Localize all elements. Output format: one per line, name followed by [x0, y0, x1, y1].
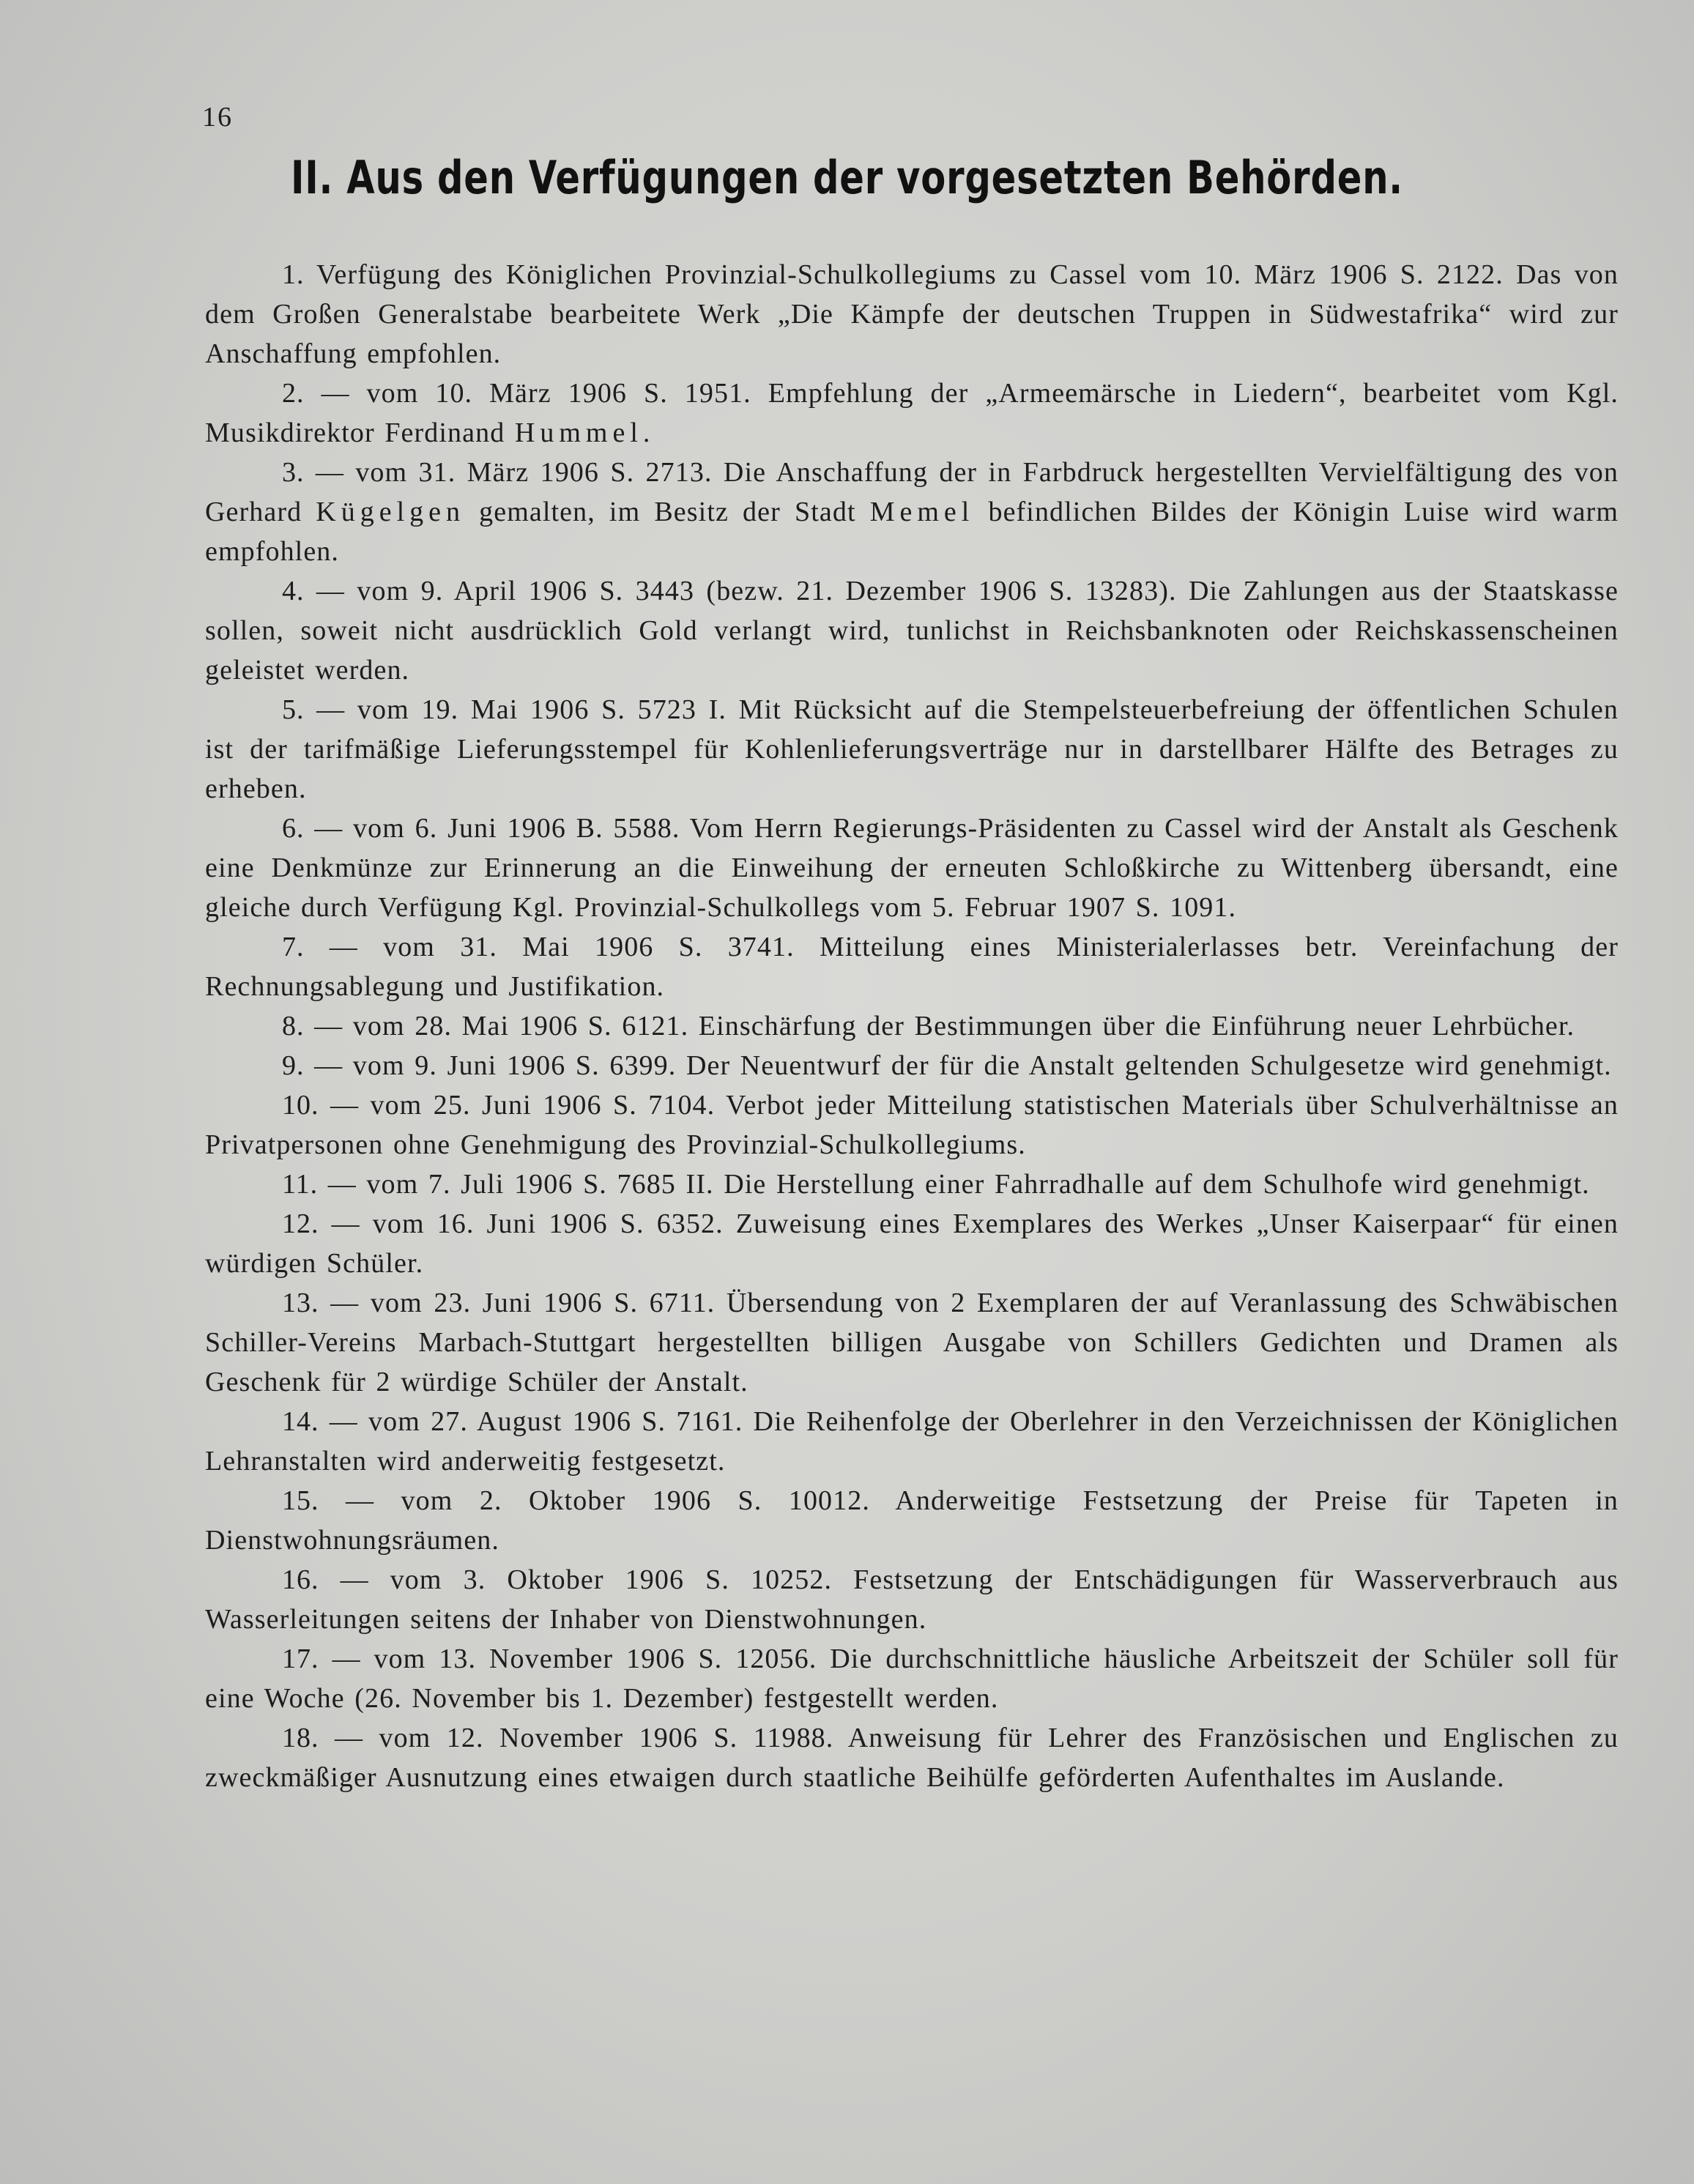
entry-text: — vom 16. Juni 1906 S. 6352. Zuweisung eines Exemplares des Werkes „Unser Kaiserpaar“ für einen würdigen Schüler. [205, 1208, 1619, 1279]
entry-number: 8. [282, 1011, 305, 1041]
entry-number: 5. [282, 694, 305, 725]
decree-entry-3 [205, 453, 1619, 571]
entry-number: 6. [282, 813, 305, 844]
entry-text: — vom 31. Mai 1906 S. 3741. Mitteilung eines Ministerialerlasses betr. Vereinfachung der Rechnungsablegung und Justifikation. [205, 932, 1619, 1002]
entry-number: 3. [282, 457, 305, 488]
spaced-name: Hummel [514, 417, 643, 448]
decree-entry-13 [205, 1283, 1619, 1402]
page-number: 16 [202, 102, 233, 133]
entry-number: 16. [282, 1564, 319, 1595]
entry-text: — vom 19. Mai 1906 S. 5723 I. Mit Rücksicht auf die Stempelsteuerbefreiung der öffentlichen Schulen ist der tarifmäßige Lieferungsstempel für Kohlenlieferungsverträge nur in darstellbarer Hälfte des Betrages zu erheben. [205, 694, 1619, 804]
entry-number: 14. [282, 1406, 319, 1437]
entry-number: 13. [282, 1288, 319, 1318]
decree-entry-11 [205, 1165, 1619, 1204]
decree-list [205, 255, 1619, 1797]
entry-number: 1. [282, 259, 305, 290]
entry-number: 2. [282, 378, 305, 409]
decree-entry-14 [205, 1402, 1619, 1481]
entry-text: — vom 3. Oktober 1906 S. 10252. Festsetzung der Entschädigungen für Wasserverbrauch aus Wasserleitungen seitens der Inhaber von Dienstwohnungen. [205, 1564, 1619, 1635]
entry-number: 17. [282, 1643, 319, 1674]
decree-entry-5 [205, 690, 1619, 809]
entry-text: — vom 2. Oktober 1906 S. 10012. Anderweitige Festsetzung der Preise für Tapeten in Dienstwohnungsräumen. [205, 1485, 1619, 1556]
decree-entry-4 [205, 571, 1619, 690]
entry-text: . [642, 417, 651, 448]
entry-text: — vom 23. Juni 1906 S. 6711. Übersendung von 2 Exemplaren der auf Veranlassung des Schwäbischen Schiller-Vereins Marbach-Stuttgart hergestellten billigen Ausgabe von Schillers Gedichten und Dramen als Geschenk für 2 würdige Schüler der Anstalt. [205, 1288, 1619, 1397]
decree-entry-17 [205, 1639, 1619, 1718]
entry-text: — vom 31. März 1906 S. 2713. Die Anschaffung der in Farbdruck hergestellten Vervielfältigung des von Gerhard [205, 457, 1619, 527]
entry-number: 7. [282, 932, 305, 962]
decree-entry-6 [205, 809, 1619, 927]
entry-text: gemalten, im Besitz der Stadt [465, 497, 870, 527]
entry-number: 11. [282, 1169, 319, 1200]
entry-number: 12. [282, 1208, 319, 1239]
entry-text: — vom 7. Juli 1906 S. 7685 II. Die Herstellung einer Fahrradhalle auf dem Schulhofe wird genehmigt. [327, 1169, 1590, 1200]
entry-text: — vom 6. Juni 1906 B. 5588. Vom Herrn Regierungs-Präsidenten zu Cassel wird der Anstalt als Geschenk eine Denkmünze zur Erinnerung an die Einweihung der erneuten Schloßkirche zu Wittenberg übersandt, eine gleiche durch Verfügung Kgl. Provinzial-Schulkollegs vom 5. Februar 1907 S. 1091. [205, 813, 1619, 923]
entry-number: 15. [282, 1485, 319, 1516]
decree-entry-1 [205, 255, 1619, 374]
section-heading: II. Aus den Verfügungen der vorgesetzten Behörden. [291, 151, 1403, 204]
decree-entry-16 [205, 1560, 1619, 1639]
entry-number: 9. [282, 1050, 305, 1081]
entry-text: — vom 9. Juni 1906 S. 6399. Der Neuentwurf der für die Anstalt geltenden Schulgesetze wird genehmigt. [314, 1050, 1612, 1081]
entry-text: — vom 28. Mai 1906 S. 6121. Einschärfung der Bestimmungen über die Einführung neuer Lehrbücher. [314, 1011, 1575, 1041]
decree-entry-18 [205, 1718, 1619, 1797]
decree-entry-9 [205, 1046, 1619, 1085]
decree-entry-12 [205, 1204, 1619, 1283]
spaced-name: Kügelgen [316, 497, 466, 527]
entry-text: — vom 27. August 1906 S. 7161. Die Reihenfolge der Oberlehrer in den Verzeichnissen der Königlichen Lehranstalten wird anderweitig festgesetzt. [205, 1406, 1619, 1477]
decree-entry-2 [205, 374, 1619, 453]
entry-text: befindlichen Bildes der Königin Luise wird warm empfohlen. [205, 497, 1619, 567]
entry-text: — vom 13. November 1906 S. 12056. Die durchschnittliche häusliche Arbeitszeit der Schüler soll für eine Woche (26. November bis 1. Dezember) festgestellt werden. [205, 1643, 1619, 1714]
decree-entry-7 [205, 927, 1619, 1006]
entry-text: Verfügung des Königlichen Provinzial-Schulkollegiums zu Cassel vom 10. März 1906 S. 2122. Das von dem Großen Generalstabe bearbeitete Werk „Die Kämpfe der deutschen Truppen in Südwestafrika“ wird zur Anschaffung empfohlen. [205, 259, 1619, 369]
entry-number: 18. [282, 1723, 319, 1753]
entry-text: — vom 25. Juni 1906 S. 7104. Verbot jeder Mitteilung statistischen Materials über Schulverhältnisse an Privatpersonen ohne Genehmigung des Provinzial-Schulkollegiums. [205, 1090, 1619, 1160]
entry-number: 10. [282, 1090, 319, 1121]
entry-text: — vom 10. März 1906 S. 1951. Empfehlung der „Armeemärsche in Liedern“, bearbeitet vom Kgl. Musikdirektor Ferdinand [205, 378, 1619, 448]
entry-number: 4. [282, 576, 305, 606]
spaced-name: Memel [869, 497, 975, 527]
entry-text: — vom 12. November 1906 S. 11988. Anweisung für Lehrer des Französischen und Englischen zu zweckmäßiger Ausnutzung eines etwaigen durch staatliche Beihülfe geförderten Aufenthaltes im Auslande. [205, 1723, 1619, 1793]
decree-entry-8 [205, 1006, 1619, 1046]
decree-entry-10 [205, 1085, 1619, 1165]
decree-entry-15 [205, 1481, 1619, 1560]
entry-text: — vom 9. April 1906 S. 3443 (bezw. 21. Dezember 1906 S. 13283). Die Zahlungen aus der Staatskasse sollen, soweit nicht ausdrücklich Gold verlangt wird, tunlichst in Reichsbanknoten oder Reichskassenscheinen geleistet werden. [205, 576, 1619, 686]
